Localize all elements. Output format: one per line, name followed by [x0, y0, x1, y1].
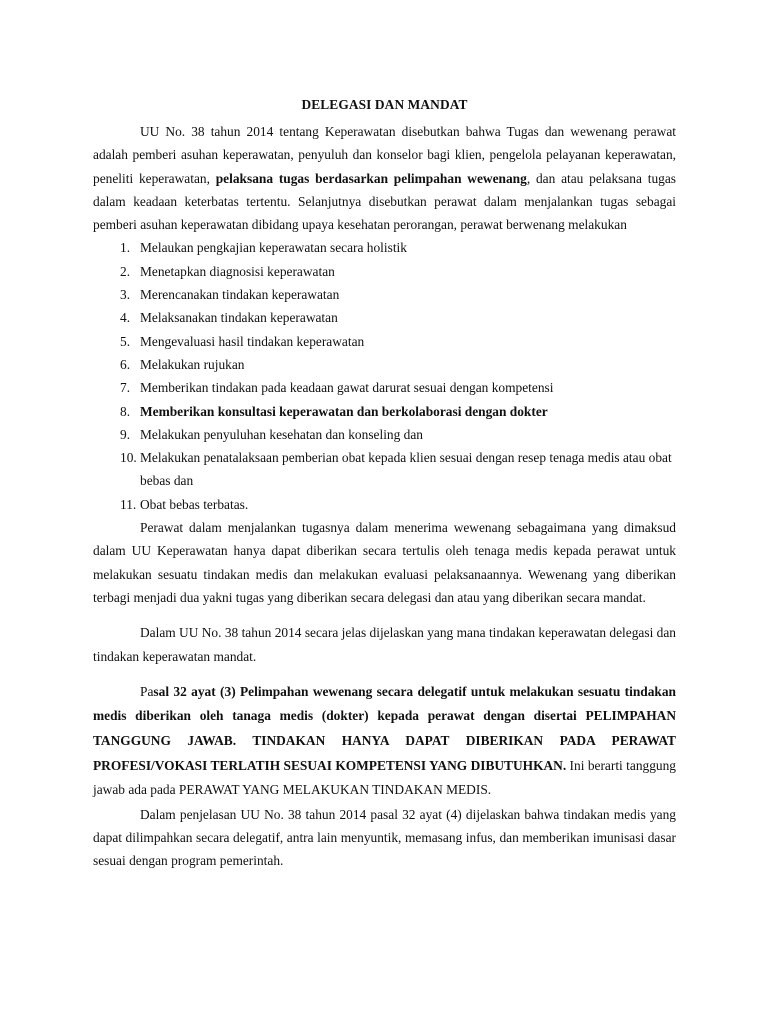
list-item-number-label: 8. [120, 403, 131, 419]
list-item-number-label: 3. [120, 287, 131, 303]
paragraph-pasal-32-ayat-4: Dalam penjelasan UU No. 38 tahun 2014 pasal 32 ayat (4) dijelaskan bahwa tindakan medis yang dapat dilimpahkan secara delegatif, antra lain menyuntik, memasang infus, dan memberikan imunisasi dasar sesuai dengan program pemerintah. [93, 806, 676, 869]
list-item-number-label: 11. [120, 496, 137, 512]
list-item [93, 260, 676, 283]
list-item-text: Mengevaluasi hasil tindakan keperawatan [140, 333, 365, 349]
pasal-lead-text: Pa [140, 683, 154, 699]
list-item-text: Menetapkan diagnosisi keperawatan [140, 263, 335, 279]
list-item-text: Merencanakan tindakan keperawatan [140, 287, 340, 303]
paragraph-uu-delegasi: Dalam UU No. 38 tahun 2014 secara jelas dijelaskan yang mana tindakan keperawatan delegasi dan tindakan keperawatan mandat. [93, 625, 676, 664]
pasal-rest-text: Ini berarti tanggung jawab ada pada PERAWAT YANG MELAKUKAN TINDAKAN MEDIS. [93, 757, 676, 798]
list-item [93, 493, 676, 516]
list-item-number [93, 400, 140, 423]
intro-text-1: UU No. 38 tahun 2014 tentang Keperawatan disebutkan bahwa Tugas dan wewenang perawat adalah pemberi asuhan keperawatan, penyuluh dan konselor bagi klien, pengelola pelayanan keperawatan, peneliti keperawatan, [93, 124, 676, 186]
list-item-text: Melaksanakan tindakan keperawatan [140, 310, 338, 326]
intro-bold-text: pelaksana tugas berdasarkan pelimpahan wewenang [215, 170, 527, 186]
list-item-number-label: 10. [120, 450, 137, 466]
list-item-number-label: 9. [120, 426, 131, 442]
list-item [93, 423, 676, 446]
list-item-number-label: 2. [120, 263, 131, 279]
list-item-number [93, 306, 140, 329]
list-item-number-label: 5. [120, 333, 131, 349]
document-title: DELEGASI DAN MANDAT [301, 97, 468, 112]
list-item-text: Melakukan rujukan [140, 356, 245, 372]
pasal-bold-text: sal 32 ayat (3) Pelimpahan wewenang secara delegatif untuk melakukan sesuatu tindakan medis diberikan oleh tanaga medis (dokter) kepada perawat dengan disertai PELIMPAHAN TANGGUNG JAWAB. TINDAKAN HANYA DAPAT DIBERIKAN PADA PERAWAT PROFESI/VOKASI TERLATIH SESUAI KOMPETENSI YANG DIBUTUHKAN. [93, 683, 676, 773]
list-item [93, 446, 676, 493]
list-item-number [93, 236, 140, 259]
list-item-number [93, 446, 140, 493]
list-item-number [93, 376, 140, 399]
intro-text-2: , dan atau pelaksana tugas dalam keadaan keterbatas tertentu. Selanjutnya disebutkan perawat dalam menjalankan tugas sebagai pemberi asuhan keperawatan dibidang upaya kesehatan perorangan, perawat berwenang melakukan [93, 170, 676, 233]
list-item [93, 283, 676, 306]
intro-paragraph [93, 120, 676, 236]
list-item-number-label: 6. [120, 356, 131, 372]
list-item-text: Melaukan pengkajian keperawatan secara holistik [140, 240, 407, 256]
list-item [93, 330, 676, 353]
list-item-number [93, 330, 140, 353]
list-item [93, 400, 676, 423]
list-item-number [93, 283, 140, 306]
list-item-text: Melakukan penyuluhan kesehatan dan konseling dan [140, 426, 423, 442]
list-item-text: Memberikan tindakan pada keadaan gawat darurat sesuai dengan kompetensi [140, 380, 554, 396]
paragraph-wewenang: Perawat dalam menjalankan tugasnya dalam menerima wewenang sebagaimana yang dimaksud dalam UU Keperawatan hanya dapat diberikan secara tertulis oleh tenaga medis kepada perawat untuk melakukan sesuatu tindakan medis dan melakukan evaluasi pelaksanaannya. Wewenang yang diberikan terbagi menjadi dua yakni tugas yang diberikan secara delegasi dan atau yang diberikan secara mandat. [93, 520, 676, 605]
list-item-text: Melakukan penatalaksaan pemberian obat kepada klien sesuai dengan resep tenaga medis atau obat bebas dan [140, 450, 672, 489]
list-item-number-label: 7. [120, 380, 131, 396]
authority-list [93, 236, 676, 516]
list-item [93, 353, 676, 376]
list-item [93, 236, 676, 259]
list-item-number [93, 493, 140, 516]
list-item-number [93, 423, 140, 446]
list-item-text: Obat bebas terbatas. [140, 496, 249, 512]
list-item-number-label: 1. [120, 240, 131, 256]
list-item-text: Memberikan konsultasi keperawatan dan berkolaborasi dengan dokter [140, 403, 548, 419]
list-item-number [93, 260, 140, 283]
list-item [93, 376, 676, 399]
list-item [93, 306, 676, 329]
list-item-number-label: 4. [120, 310, 131, 326]
list-item-number [93, 353, 140, 376]
paragraph-pasal-32-ayat-3 [93, 680, 676, 803]
